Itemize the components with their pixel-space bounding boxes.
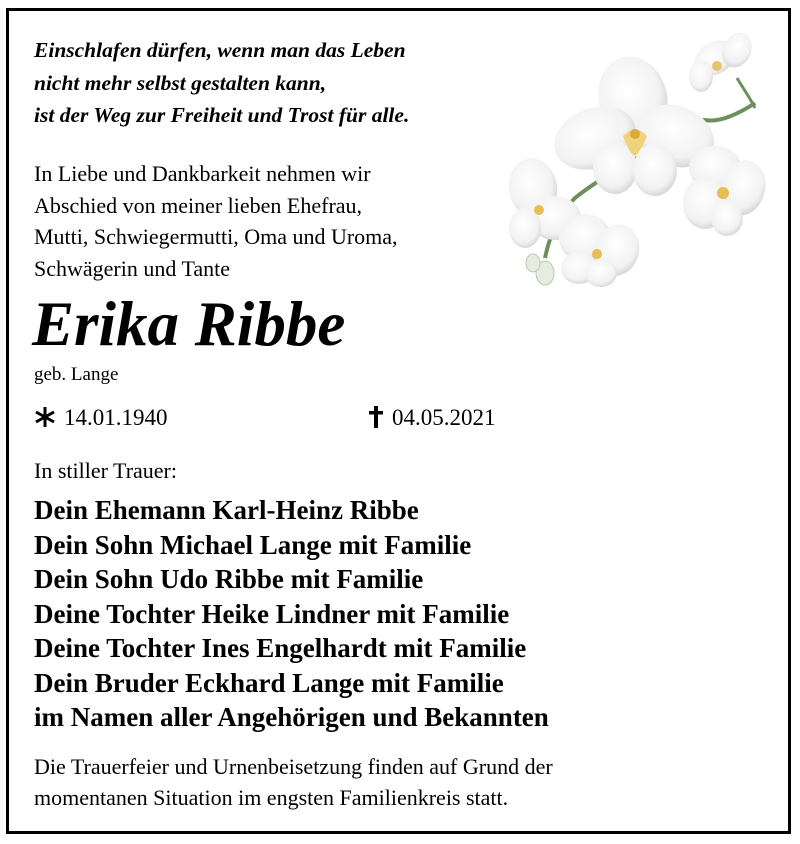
mourner-line: Dein Sohn Michael Lange mit Familie [34, 529, 472, 560]
mourner-line: Dein Bruder Eckhard Lange mit Familie [34, 667, 504, 698]
cross-icon [368, 406, 384, 428]
note-line: Die Trauerfeier und Urnenbeisetzung finden auf Grund der [34, 754, 553, 779]
mourning-label: In stiller Trauer: [34, 458, 177, 483]
mourner-line: im Namen aller Angehörigen und Bekannten [34, 702, 549, 732]
intro-line: Abschied von meiner lieben Ehefrau, [34, 192, 363, 218]
birth-date: 14.01.1940 [64, 405, 168, 430]
quote-line: ist der Weg zur Freiheit und Trost für alle. [34, 103, 410, 127]
intro-line: In Liebe und Dankbarkeit nehmen wir [34, 161, 371, 186]
intro-line: Schwägerin und Tante [34, 255, 231, 281]
orchid-flower-image [505, 28, 773, 290]
quote-line: nicht mehr selbst gestalten kann, [34, 70, 327, 95]
quote-line: Einschlafen dürfen, wenn man das Leben [34, 38, 406, 62]
deceased-name: Erika Ribbe [32, 289, 346, 359]
birth-name: geb. Lange [34, 364, 119, 385]
intro-text [34, 158, 398, 284]
mourner-line: Dein Ehemann Karl-Heinz Ribbe [34, 495, 419, 525]
death-date-group [368, 405, 496, 431]
mourner-line: Deine Tochter Heike Lindner mit Familie [34, 598, 510, 629]
funeral-note [34, 752, 553, 813]
birth-date-group [34, 405, 168, 431]
mourner-line: Deine Tochter Ines Engelhardt mit Familie [34, 633, 527, 663]
asterisk-star-icon [34, 406, 56, 428]
intro-line: Mutti, Schwiegermutti, Oma und Uroma, [34, 224, 398, 249]
death-date: 04.05.2021 [392, 405, 496, 430]
note-line: momentanen Situation im engsten Familienkreis statt. [34, 784, 509, 810]
memorial-quote [34, 34, 409, 132]
mourner-line: Dein Sohn Udo Ribbe mit Familie [34, 564, 424, 594]
mourners-list [34, 493, 549, 735]
